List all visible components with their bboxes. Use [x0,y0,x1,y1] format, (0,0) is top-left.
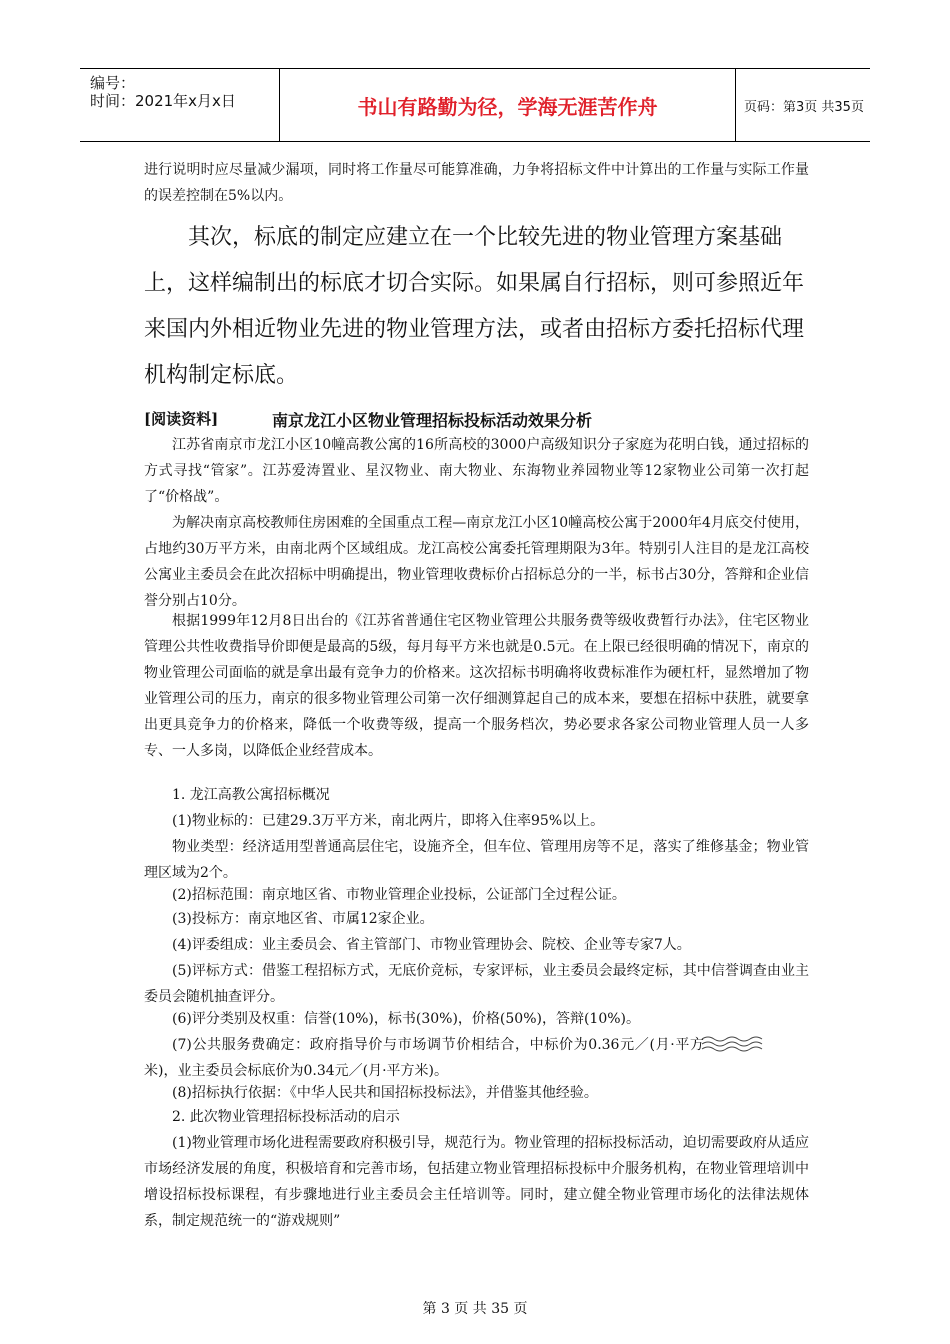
item-5: (5)评标方式：借鉴工程招标方式，无底价竞标，专家评标，业主委员会最终定标，其中信誉调查由业主委员会随机抽查评分。 [144,963,809,1005]
reading-tag: [阅读资料] [144,410,219,428]
paragraph-2: 为解决南京高校教师住房困难的全国重点工程—南京龙江小区10幢高校公寓于2000年4月底交付使用，占地约30万平方米，由南北两个区域组成。龙江高校公寓委托管理期限为3年。特别引人注目的是龙江高校公寓业主委员会在此次招标中明确提出，物业管理收费标价占招标总分的一半，标书占30分，答辩和企业信誉分别占10分。 [144,515,809,609]
page-footer: 第 3 页 共 35 页 [422,1301,528,1317]
item-7: (7)公共服务费确定：政府指导价与市场调节价相结合，中标价为0.36元／(月·平方米)，业主委员会标底价为0.34元／(月·平方米)。 [144,1037,704,1079]
intro-paragraph: 进行说明时应尽量减少漏项，同时将工作量尽可能算准确，力争将招标文件中计算出的工作量与实际工作量的误差控制在5%以内。 [144,162,809,204]
item-1-type: 物业类型：经济适用型普通高层住宅，设施齐全，但车位、管理用房等不足，落实了维修基金；物业管理区域为2个。 [144,839,809,881]
time-label: 时间：2021年x月x日 [90,92,236,110]
paragraph-1: 江苏省南京市龙江小区10幢高教公寓的16所高校的3000户高级知识分子家庭为花明白钱，通过招标的方式寻找“管家”。江苏爱涛置业、星汉物业、南大物业、东海物业养园物业等12家物业公司第一次打起了“价格战”。 [144,437,809,505]
section-1-heading: 1. 龙江高教公寓招标概况 [172,787,330,803]
page-label: 页码：第3页 共35页 [744,99,864,115]
item-3: (3)投标方：南京地区省、市属12家企业。 [172,911,434,927]
paragraph-3: 根据1999年12月8日出台的《江苏省普通住宅区物业管理公共服务费等级收费暂行办法》，住宅区物业管理公共性收费指导价即便是最高的5级，每月每平方米也就是0.5元。在上限已经很明确的情况下，南京的物业管理公司面临的就是拿出最有竞争力的价格来。这次招标书明确将收费标准作为硬杠杆，显然增加了物业管理公司的压力，南京的很多物业管理公司第一次仔细测算起自己的成本来，要想在招标中获胜，就要拿出更具竞争力的价格来，降低一个收费等级，提高一个服务档次，势必要求各家公司物业管理人员一人多专、一人多岗，以降低企业经营成本。 [144,613,809,759]
item-2: (2)招标范围：南京地区省、市物业管理企业投标，公证部门全过程公证。 [172,887,626,903]
section-2-heading: 2. 此次物业管理招标投标活动的启示 [172,1109,400,1125]
secondly-paragraph: 其次，标底的制定应建立在一个比较先进的物业管理方案基础上，这样编制出的标底才切合实际。如果属自行招标，则可参照近年来国内外相近物业先进的物业管理方法，或者由招标方委托招标代理机构制定标底。 [144,225,805,388]
number-label: 编号： [90,74,136,92]
paragraph-4: (1)物业管理市场化进程需要政府积极引导，规范行为。物业管理的招标投标活动，迫切需要政府从适应市场经济发展的角度，积极培育和完善市场，包括建立物业管理招标投标中介服务机构，在物业管理培训中增设招标投标课程，有步骤地进行业主委员会主任培训等。同时，建立健全物业管理市场化的法律法规体系，制定规范统一的“游戏规则” [144,1135,809,1229]
reading-title: 南京龙江小区物业管理招标投标活动效果分析 [272,411,593,430]
item-1: (1)物业标的：已建29.3万平方米，南北两片，即将入住率95%以上。 [172,813,605,829]
wave-mark-icon [700,1034,770,1054]
header-meta [80,69,280,141]
item-8: (8)招标执行依据：《中华人民共和国招标投标法》，并借鉴其他经验。 [172,1085,598,1101]
header-table [80,68,870,142]
item-4: (4)评委组成：业主委员会、省主管部门、市物业管理协会、院校、企业等专家7人。 [172,937,691,953]
motto: 书山有路勤为径，学海无涯苦作舟 [280,69,736,141]
item-6: (6)评分类别及权重：信誉(10%)，标书(30%)，价格(50%)，答辩(10%)。 [172,1011,640,1027]
